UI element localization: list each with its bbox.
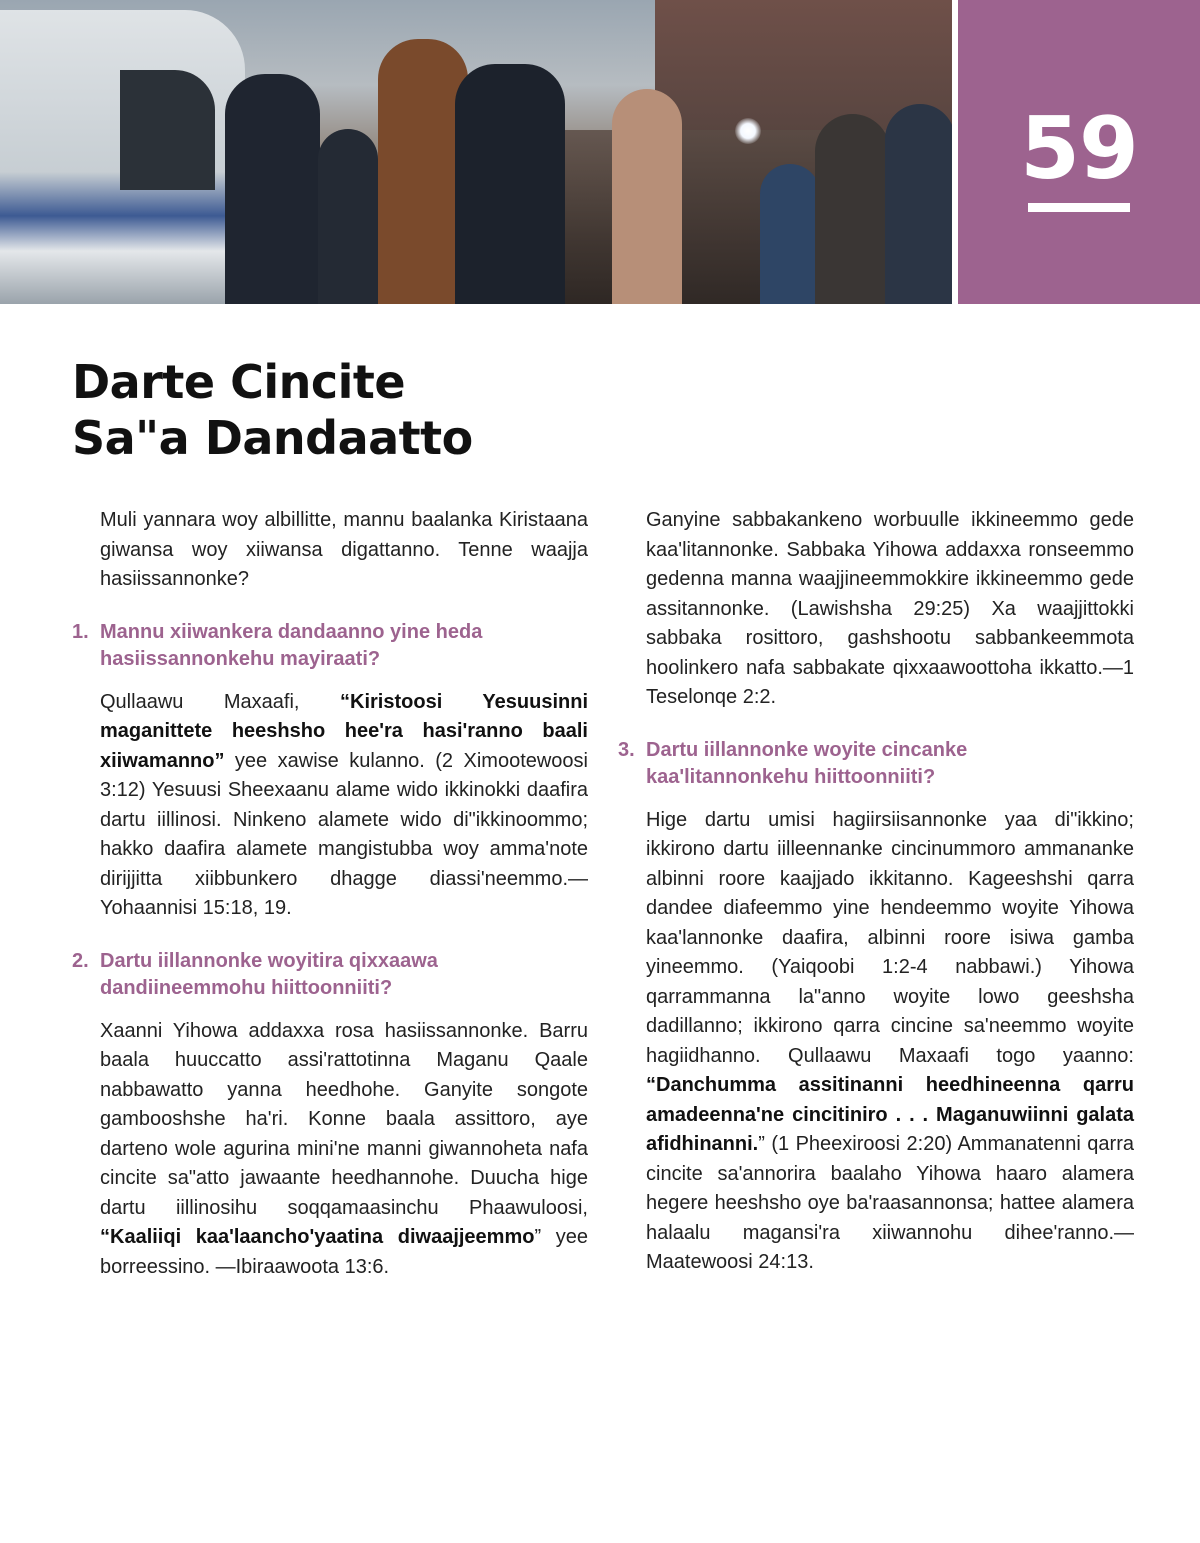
hero-photo [0, 0, 952, 304]
answer-text: ” (1 Pheexiroosi 2:20) Ammanatenni qarra cincite sa'annorira baalaho Yihowa haaro alamera hegere heeshsho oye ba'raasannonsa; hattee alamera halaalu magansi'ra xiiwannohu dihee'ranno.—Maatewoosi 24:13. [646, 1133, 1134, 1273]
answer-3 [618, 806, 1134, 1278]
question-number: 3. [618, 738, 635, 761]
answer-text: Qullaawu Maxaafi, [100, 690, 341, 713]
question-3 [618, 737, 1134, 791]
officer-figure [225, 74, 320, 304]
left-column [72, 506, 588, 1282]
question-1 [72, 619, 588, 673]
reporter-figure [612, 89, 682, 304]
right-column [618, 506, 1134, 1278]
scripture-quote: “Kiristoosi Yesuusinni maganittete heeshsho hee'ra hasi'ranno baali xiiwamanno” [100, 690, 588, 772]
scripture-quote: “Kaaliiqi kaa'laancho'yaatina diwaajjeemmo [100, 1226, 535, 1248]
answer-2-continued: Ganyine sabbakankeno worbuulle ikkineemmo gede kaa'litannonke. Sabbaka Yihowa addaxxa ronseemmo gedenna manna waajjineemmokkire ikkineemmo gede assitannonke. (Lawishsha 29:25) Xa waajjittokki sabbaka rosittoro, gashshootu sabbankeemmota hoolinkero nafa sabbakate qixxaawoottoha ikkatto.—1 Teselonqe 2:2. [646, 509, 1134, 708]
officer-figure [318, 129, 378, 304]
answer-text: ” yee borreessino. —Ibiraawoota 13:6. [100, 1226, 588, 1278]
officer-figure [455, 64, 565, 304]
answer-text: yee xawise kulanno. (2 Ximootewoosi 3:12) Yesuusi Sheexaanu alame wido ikkinokki daafira dartu iillinosi. Ninkeno alamete wido di"ikkinoommo; hakko daafira alamete mangistubba woy amma'note dirijjitta xiibbunkero dhagge diassi'neemmo.—Yohaannisi 15:18, 19. [100, 749, 588, 919]
question-number: 1. [72, 620, 89, 643]
crowd-figure [815, 114, 890, 304]
question-2 [72, 948, 588, 1002]
scripture-quote: “Danchumma assitinanni heedhineenna qarru amadeenna'ne cincitiniro . . . Maganuwiinni galata afidhinanni. [646, 1074, 1134, 1155]
question-text: Dartu iillannonke woyite cincanke kaa'litannonkehu hiittoonniiti? [646, 738, 968, 788]
badge-underline [1028, 203, 1130, 212]
question-text: Mannu xiiwankera dandaanno yine heda hasiissannonkehu mayiraati? [100, 620, 483, 670]
question-number: 2. [72, 949, 89, 972]
lesson-badge [958, 0, 1200, 304]
camera-flash [735, 118, 761, 144]
police-van [0, 10, 245, 304]
answer-text: Hige dartu umisi hagiirsiisannonke yaa di"ikkino; ikkirono dartu iilleennanke cincinummoro ammananke albinni roore kaajjado ikkitanno. Kageeshshi qarra dandee diafeemmo yine hendeemmo woyite Yihowa kaa'lannonke daafira, albinni roore isiwa gamba yineemmo. (Yaiqoobi 1:2-4 nabbawi.) Yihowa qarrammanna la"anno woyite lowo geeshsha dadillanno; ikkirono qarra cincine sa'neemmo woyite hagiidhanno. Qullaawu Maxaafi togo yaanno: [646, 808, 1134, 1067]
title-line-1: Darte Cincite [72, 355, 406, 409]
van-window [120, 70, 215, 190]
page-title [72, 354, 632, 466]
lesson-number: 59 [1020, 99, 1138, 199]
intro-paragraph: Muli yannara woy albillitte, mannu baalanka Kiristaana giwansa woy xiiwansa digattanno. Tenne waajja hasiissannonke? [100, 509, 588, 590]
question-text: Dartu iillannonke woyitira qixxaawa dandiineemmohu hiittoonniiti? [100, 949, 438, 999]
title-line-2: Sa"a Dandaatto [72, 411, 473, 465]
crowd-figure [885, 104, 952, 304]
answer-2 [72, 1017, 588, 1283]
answer-1 [72, 688, 588, 924]
crowd-figure [760, 164, 820, 304]
answer-text: Xaanni Yihowa addaxxa rosa hasiissannonke. Barru baala huuccatto assi'rattotinna Maganu Qaale nabbawatto yanna heedhohe. Ganyite songote gambooshshe ha'ri. Konne baala assittoro, aye darteno wole agurina mini'ne manni giwannoheta nafa cincite sa"atto jawaante heedhannohe. Duucha hige dartu iillinosihu soqqamaasinchu Phaawuloosi, [100, 1019, 588, 1219]
